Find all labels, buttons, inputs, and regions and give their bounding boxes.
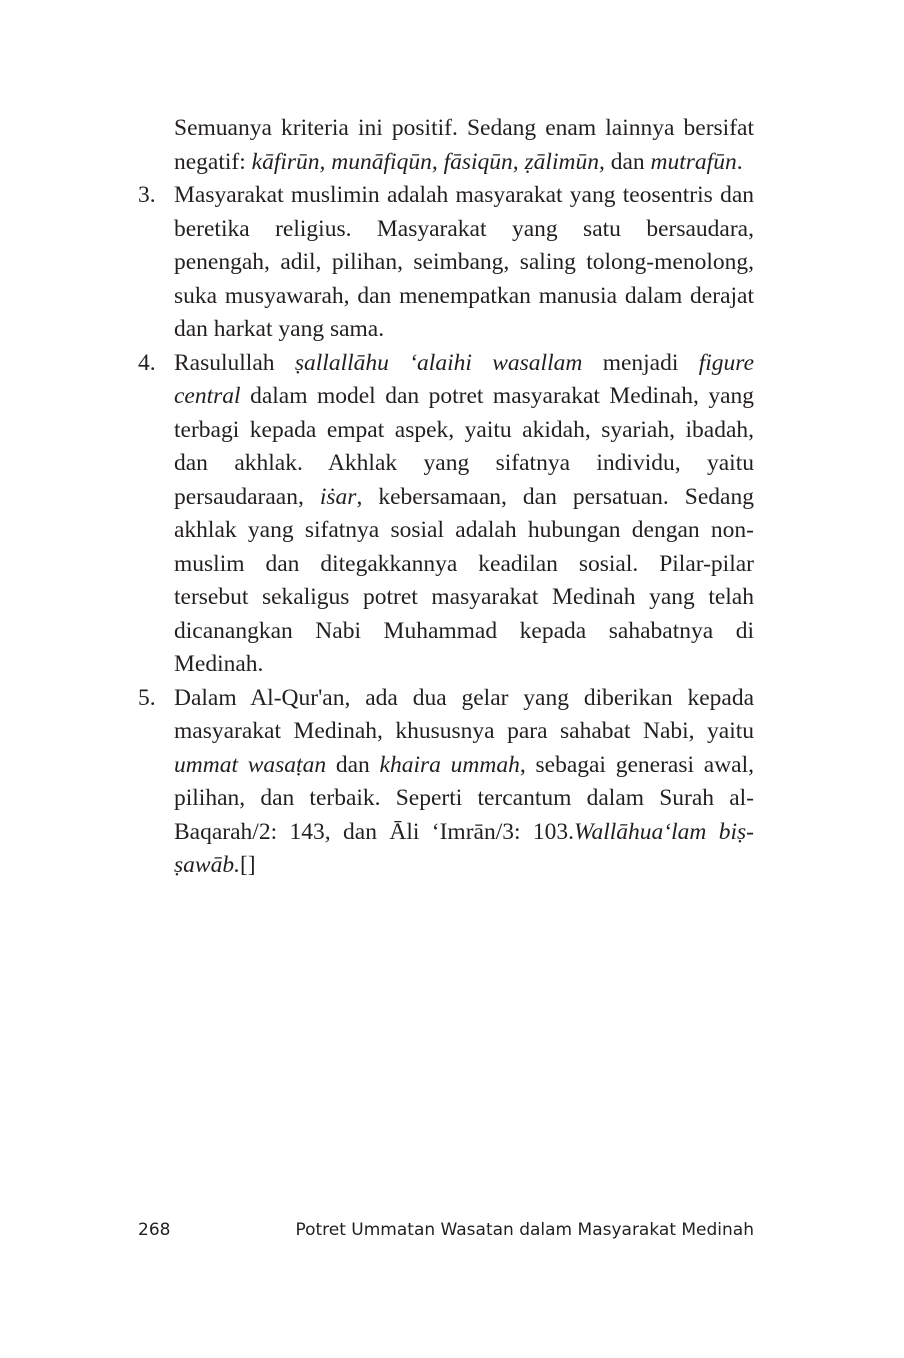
text-run: dalam model dan potret masyarakat Medinah, yang terbagi kepada empat aspek, yaitu akidah, syariah, ibadah, dan akhlak. Akhlak yang sifatnya individu, yaitu persaudaraan, (174, 383, 754, 510)
italic-run: , (324, 818, 331, 845)
intro-last-term: mutrafūn (650, 148, 737, 175)
italic-run: ṣallallāhu ‘alaihi wasallam (294, 349, 583, 376)
italic-run: iṡar (319, 483, 357, 510)
body-text (138, 112, 754, 883)
page-number: 268 (138, 1220, 171, 1240)
text-run: Dalam Al-Qur'an, ada dua gelar yang diberikan kepada masyarakat Medinah, khususnya para sahabat Nabi, yaitu (174, 684, 754, 744)
running-title: Potret Ummatan Wasatan dalam Masyarakat Medinah (295, 1220, 754, 1240)
list-item-3 (138, 179, 754, 347)
list-item-4 (138, 347, 754, 682)
list-number: 3. (138, 182, 156, 208)
italic-run: ummat wasaṭan (174, 751, 327, 778)
intro-italic-terms: kāfirūn, munāfiqūn, fāsiqūn, ẓālimūn, (251, 148, 605, 175)
intro-conjunction: dan (604, 148, 651, 175)
text-run: , sebagai generasi awal, pilihan, dan terbaik. Seperti tercantum dalam Surah al-Baqarah/2: 143 (174, 751, 755, 845)
list-item-text (174, 682, 754, 883)
list-number: 4. (138, 349, 156, 376)
italic-run: figure central (174, 349, 754, 409)
list-item-5 (138, 682, 754, 883)
intro-text: Semuanya kriteria ini positif. Sedang enam lainnya bersifat negatif: (174, 115, 754, 175)
list-item-text: Masyarakat muslimin adalah masyarakat yang teosentris dan beretika religius. Masyarakat yang satu bersaudara, penengah, adil, pilihan, seimbang, saling tolong-menolong, suka musyawarah, dan menempatkan manusia dalam derajat dan harkat yang sama. (174, 182, 754, 342)
text-run: [] (239, 852, 256, 878)
intro-paragraph (174, 112, 754, 179)
text-run: menjadi (582, 349, 699, 376)
page-footer (138, 1220, 754, 1240)
text-run: dan Āli ‘Imrān/3: 103. (330, 818, 575, 845)
text-run: , kebersamaan, dan persatuan. Sedang akhlak yang sifatnya sosial adalah hubungan dengan non-muslim dan ditegakkannya keadilan sosial. Pilar-pilar tersebut sekaligus potret masyarakat Medinah yang telah dicanangkan Nabi Muhammad kepada sahabatnya di Medinah. (174, 483, 754, 677)
text-run: Rasulullah (174, 349, 295, 376)
text-run: dan (326, 751, 380, 778)
list-item-text (174, 347, 754, 682)
italic-run: Wallāhua‘lam biṣ-ṣawāb. (174, 818, 754, 878)
list-number: 5. (138, 684, 156, 711)
intro-end: . (736, 148, 743, 175)
italic-run: khaira ummah (379, 751, 520, 778)
